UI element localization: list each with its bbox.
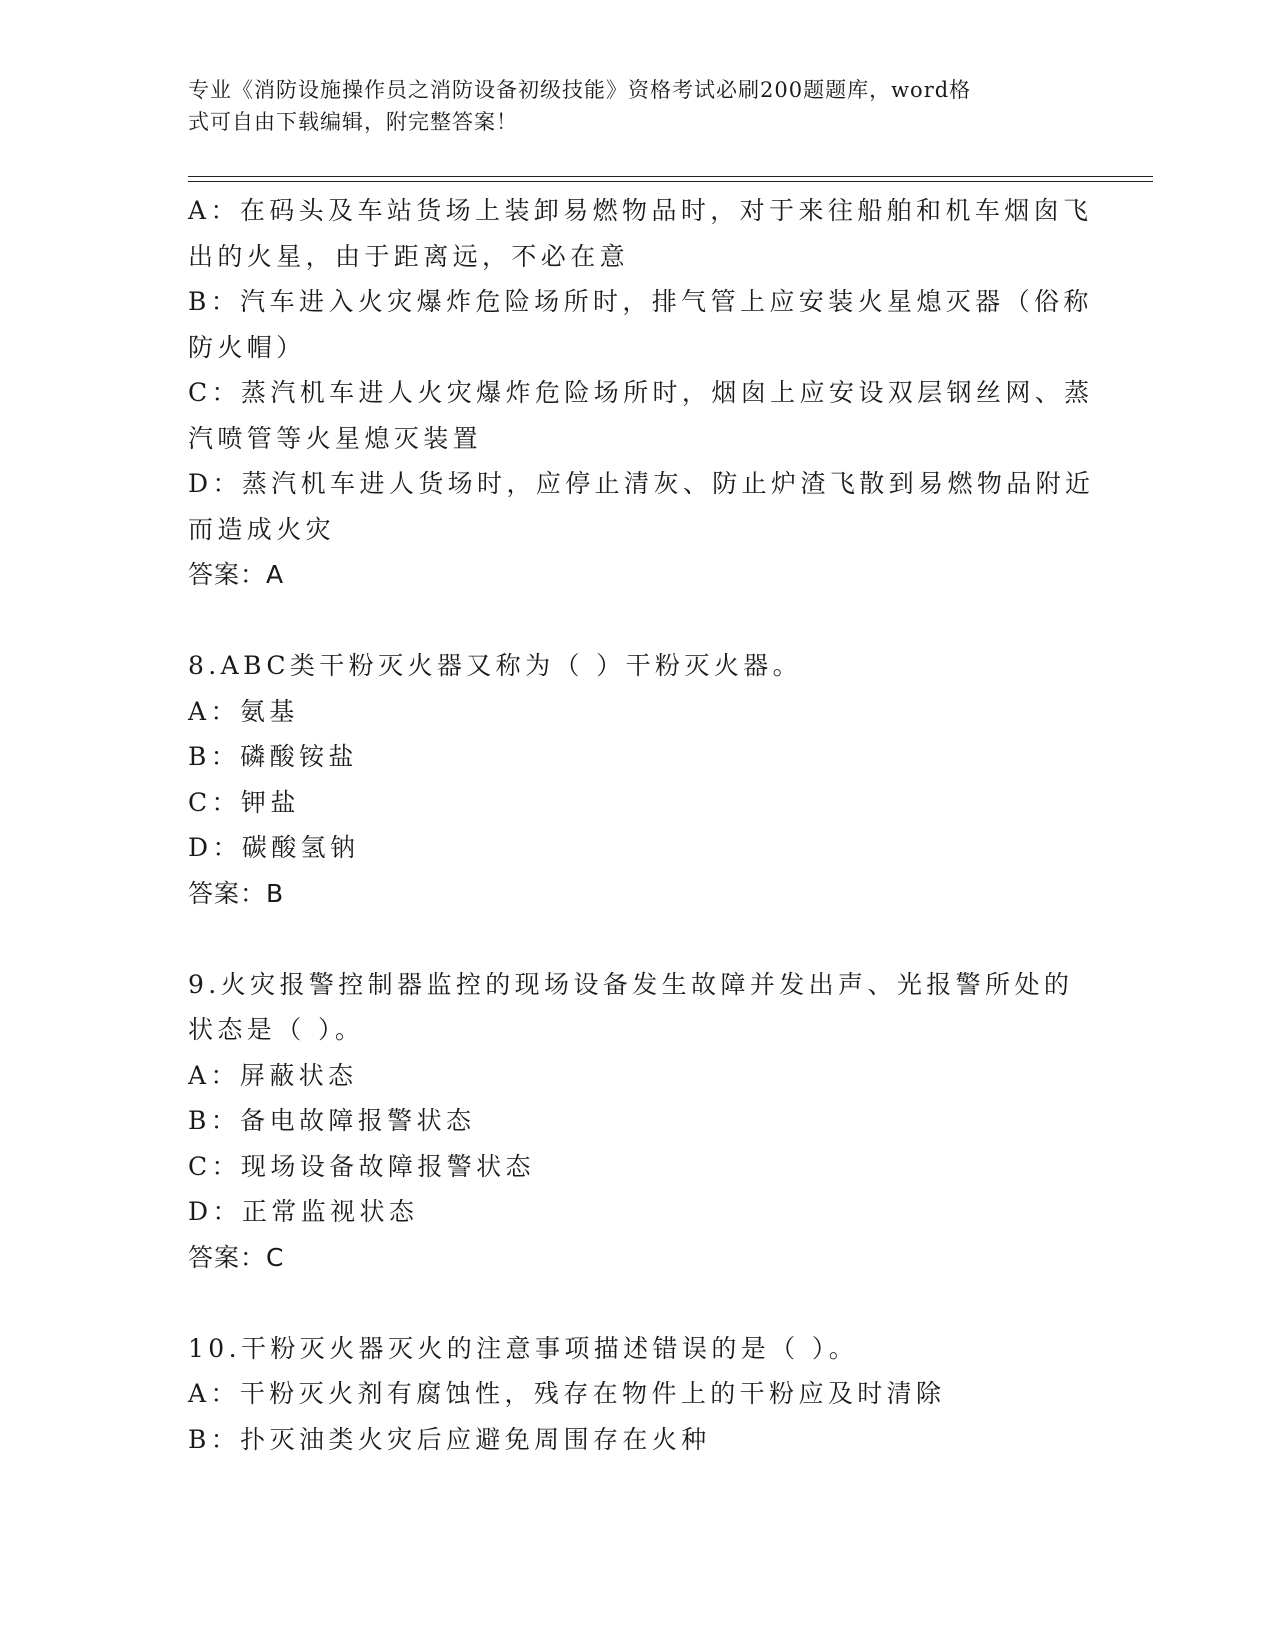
option-d-line-2: 而造成火灾 [188, 514, 336, 544]
header-line-1: 专业《消防设施操作员之消防设备初级技能》资格考试必刷200题题库，word格 [188, 78, 972, 102]
option-b: B：扑灭油类火灾后应避免周围存在火种 [188, 1424, 711, 1454]
option-b: B：磷酸铵盐 [188, 742, 358, 771]
question-stem-line-1: 9.火灾报警控制器监控的现场设备发生故障并发出声、光报警所处的 [188, 969, 1074, 999]
option-a: A：屏蔽状态 [188, 1060, 358, 1090]
option-c-line-1: C：蒸汽机车进人火灾爆炸危险场所时，烟囱上应安设双层钢丝网、蒸 [188, 378, 1094, 407]
question-10 [188, 1326, 1078, 1463]
option-a-line-2: 出的火星，由于距离远，不必在意 [188, 241, 630, 271]
answer-label: 答案：B [188, 878, 285, 908]
option-a: A：氨基 [188, 696, 299, 726]
answer-label: 答案：C [188, 1242, 285, 1272]
question-stem-line-2: 状态是（ ）。 [188, 1015, 365, 1044]
option-a: A：干粉灭火剂有腐蚀性，残存在物件上的干粉应及时清除 [188, 1379, 946, 1408]
spacer [188, 598, 1078, 644]
option-c: C：钾盐 [188, 787, 300, 817]
option-d: D：碳酸氢钠 [188, 833, 360, 862]
header-line-2: 式可自由下载编辑，附完整答案！ [188, 110, 518, 134]
question-7 [188, 188, 1095, 598]
question-8 [188, 643, 1078, 916]
header-rule-bottom [188, 181, 1153, 182]
option-b: B：备电故障报警状态 [188, 1106, 476, 1135]
option-c: C：现场设备故障报警状态 [188, 1151, 535, 1181]
option-d-line-1: D：蒸汽机车进人货场时，应停止清灰、防止炉渣飞散到易燃物品附近 [188, 469, 1095, 498]
option-a-line-1: A：在码头及车站货场上装卸易燃物品时，对于来往船舶和机车烟囱飞 [188, 196, 1093, 225]
option-b-line-2: 防火帽） [188, 332, 306, 362]
header-rule-top [188, 176, 1153, 177]
spacer [188, 916, 1078, 962]
question-9 [188, 962, 1078, 1281]
document-body [188, 188, 1095, 1462]
answer-label: 答案：A [188, 560, 285, 589]
question-stem: 8.ABC类干粉灭火器又称为（ ）干粉灭火器。 [188, 651, 803, 680]
option-c-line-2: 汽喷管等火星熄灭装置 [188, 423, 483, 453]
option-b-line-1: B：汽车进入火灾爆炸危险场所时，排气管上应安装火星熄灭器（俗称 [188, 287, 1093, 316]
document-header [188, 74, 1068, 138]
option-d: D：正常监视状态 [188, 1197, 419, 1226]
question-stem: 10.干粉灭火器灭火的注意事项描述错误的是（ ）。 [188, 1333, 859, 1363]
spacer [188, 1280, 1078, 1326]
